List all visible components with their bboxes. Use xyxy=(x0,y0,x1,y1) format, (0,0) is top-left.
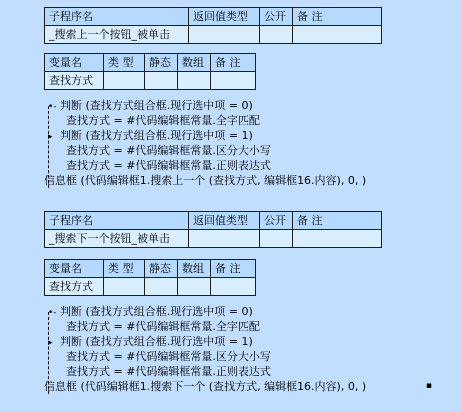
code-line[interactable]: 查找方式 = #代码编辑框常量.区分大小写 xyxy=(66,350,271,363)
branch-arrow-icon: ▸ xyxy=(48,338,53,348)
header-variable-name: 变量名 xyxy=(45,260,104,278)
subroutine-table xyxy=(44,7,382,44)
code-line[interactable]: 查找方式 = #代码编辑框常量.区分大小写 xyxy=(66,144,271,157)
public-cell[interactable] xyxy=(260,230,293,248)
subroutine-name-cell[interactable]: _搜索下一个按钮_被单击 xyxy=(45,230,189,248)
variable-name-cell[interactable]: 查找方式 xyxy=(45,72,104,90)
code-line[interactable]: 查找方式 = #代码编辑框常量.全字匹配 xyxy=(66,114,260,127)
header-variable-name: 变量名 xyxy=(45,54,104,72)
header-type: 类 型 xyxy=(104,260,145,278)
branch-arrow-icon: •- xyxy=(48,102,57,112)
header-var-remark: 备 注 xyxy=(211,54,256,72)
variable-block xyxy=(44,259,414,296)
return-type-cell[interactable] xyxy=(189,26,260,44)
header-array: 数组 xyxy=(178,54,211,72)
variable-remark-cell[interactable] xyxy=(211,278,256,296)
code-body[interactable] xyxy=(44,304,444,394)
code-line[interactable]: 信息框 (代码编辑框1.搜索下一个 (查找方式, 编辑框16.内容), 0, ) ▪ xyxy=(44,380,432,393)
variable-table xyxy=(44,53,256,90)
return-type-cell[interactable] xyxy=(189,230,260,248)
header-public: 公开 xyxy=(260,8,293,26)
remark-cell[interactable] xyxy=(293,26,382,44)
header-public: 公开 xyxy=(260,212,293,230)
variable-static-cell[interactable] xyxy=(145,72,178,90)
header-subroutine-name: 子程序名 xyxy=(45,212,189,230)
header-remark: 备 注 xyxy=(293,8,382,26)
code-line[interactable]: 查找方式 = #代码编辑框常量.正则表达式 xyxy=(66,159,271,172)
subroutine-block xyxy=(44,211,414,248)
public-cell[interactable] xyxy=(260,26,293,44)
header-static: 静态 xyxy=(145,54,178,72)
header-subroutine-name: 子程序名 xyxy=(45,8,189,26)
code-body[interactable] xyxy=(44,98,444,188)
variable-remark-cell[interactable] xyxy=(211,72,256,90)
header-return-type: 返回值类型 xyxy=(189,8,260,26)
code-line[interactable]: 信息框 (代码编辑框1.搜索上一个 (查找方式, 编辑框16.内容), 0, ) xyxy=(44,174,367,187)
scroll-marker-icon: ▪ xyxy=(425,381,432,391)
variable-table xyxy=(44,259,256,296)
code-line[interactable]: •- 判断 (查找方式组合框.现行选中项 = 0) xyxy=(44,98,444,113)
subroutine-block xyxy=(44,7,414,44)
header-type: 类 型 xyxy=(104,54,145,72)
branch-arrow-icon: •- xyxy=(48,308,57,318)
subroutine-table xyxy=(44,211,382,248)
branch-arrow-icon: ▸ xyxy=(48,132,53,142)
variable-name-cell[interactable]: 查找方式 xyxy=(45,278,104,296)
code-line[interactable]: ▸ 判断 (查找方式组合框.现行选中项 = 1) xyxy=(44,128,444,143)
code-line[interactable]: ▸ 判断 (查找方式组合框.现行选中项 = 1) xyxy=(44,334,444,349)
remark-cell[interactable] xyxy=(293,230,382,248)
variable-array-cell[interactable] xyxy=(178,278,211,296)
header-return-type: 返回值类型 xyxy=(189,212,260,230)
variable-static-cell[interactable] xyxy=(145,278,178,296)
header-array: 数组 xyxy=(178,260,211,278)
header-static: 静态 xyxy=(145,260,178,278)
code-line[interactable]: 查找方式 = #代码编辑框常量.全字匹配 xyxy=(66,320,260,333)
header-remark: 备 注 xyxy=(293,212,382,230)
variable-block xyxy=(44,53,414,90)
code-line[interactable]: •- 判断 (查找方式组合框.现行选中项 = 0) xyxy=(44,304,444,319)
code-line[interactable]: 查找方式 = #代码编辑框常量.正则表达式 xyxy=(66,365,271,378)
variable-array-cell[interactable] xyxy=(178,72,211,90)
variable-type-cell[interactable] xyxy=(104,72,145,90)
variable-type-cell[interactable] xyxy=(104,278,145,296)
header-var-remark: 备 注 xyxy=(211,260,256,278)
subroutine-name-cell[interactable]: _搜索上一个按钮_被单击 xyxy=(45,26,189,44)
